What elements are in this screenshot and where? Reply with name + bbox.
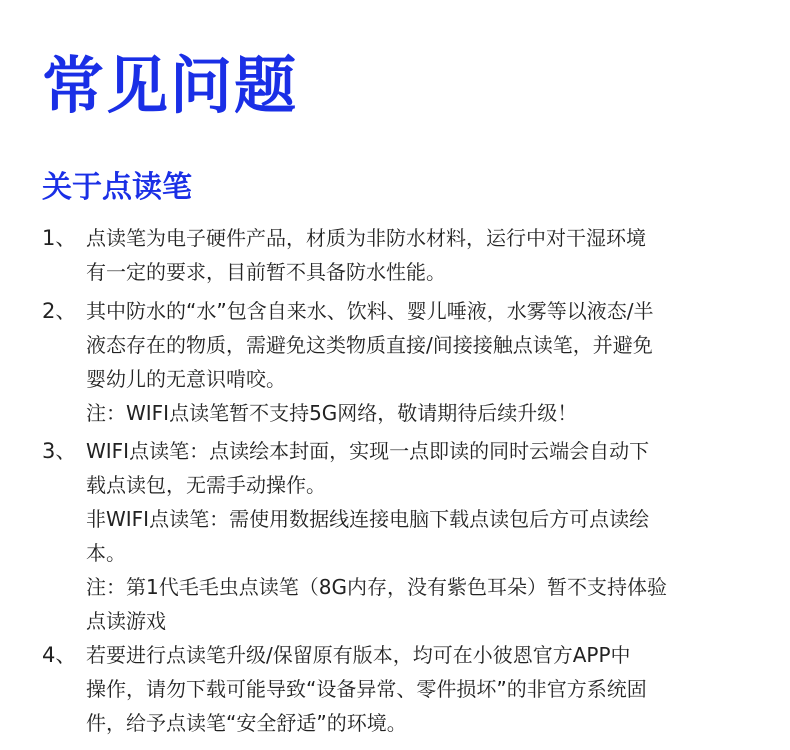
- item-line: 载点读包，无需手动操作。: [86, 473, 326, 497]
- note-line: 点读游戏: [86, 609, 166, 633]
- item-number: 3、: [42, 439, 77, 463]
- item-line: 本。: [86, 541, 126, 565]
- item-line: 液态存在的物质，需避免这类物质直接/间接接触点读笔，并避免: [86, 333, 653, 357]
- item-number: 1、: [42, 226, 77, 250]
- item-line: 操作，请勿下载可能导致“设备异常、零件损坏”的非官方系统固: [86, 677, 647, 701]
- page-title: 常见问题: [42, 49, 299, 122]
- note-line: 注：WIFI点读笔暂不支持5G网络，敬请期待后续升级！: [86, 401, 578, 425]
- item-line: WIFI点读笔：点读绘本封面，实现一点即读的同时云端会自动下: [86, 439, 650, 463]
- item-line: 婴幼儿的无意识啃咬。: [86, 367, 286, 391]
- item-line: 非WIFI点读笔：需使用数据线连接电脑下载点读包后方可点读绘: [86, 507, 650, 531]
- item-line: 若要进行点读笔升级/保留原有版本，均可在小彼恩官方APP中: [86, 643, 631, 667]
- item-text: [86, 221, 766, 289]
- item-number: 4、: [42, 643, 77, 667]
- section-title: 关于点读笔: [42, 170, 192, 205]
- item-line: 点读笔为电子硬件产品，材质为非防水材料，运行中对干湿环境: [86, 226, 646, 250]
- note-line: 注：第1代毛毛虫点读笔（8G内存，没有紫色耳朵）暂不支持体验: [86, 575, 667, 599]
- item-line: 其中防水的“水”包含自来水、饮料、婴儿唾液，水雾等以液态/半: [86, 299, 654, 323]
- item-number: 2、: [42, 299, 77, 323]
- item-text: [86, 638, 766, 740]
- item-text: [86, 434, 766, 638]
- item-line: 有一定的要求，目前暂不具备防水性能。: [86, 260, 446, 284]
- item-line: 件，给予点读笔“安全舒适”的环境。: [86, 711, 407, 735]
- item-text: [86, 294, 766, 430]
